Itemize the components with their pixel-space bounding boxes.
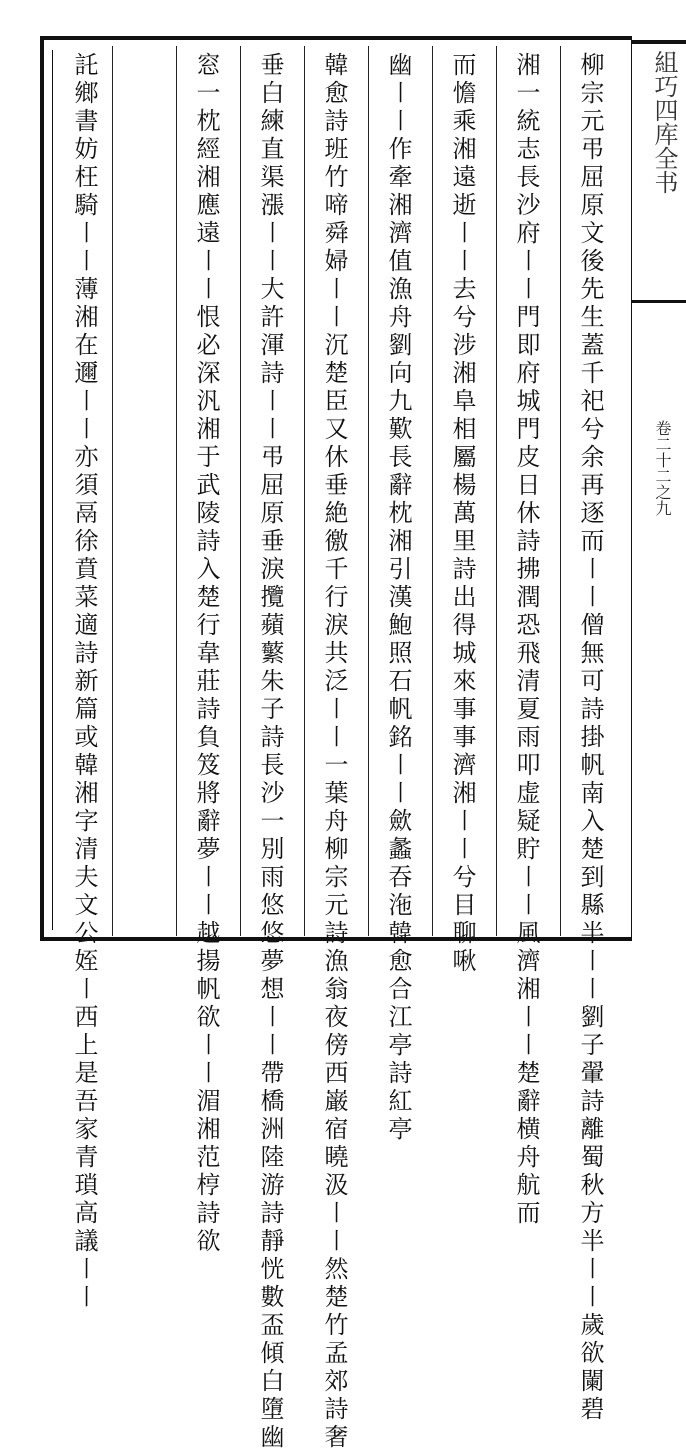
column-rule	[240, 46, 241, 936]
text-column-7: 窓一枕經湘應遠〡〡恨必深汎湘于武陵詩入楚行韋莊詩負笈將辭夢〡〡越揚帆欲〡〡湄湘范梈詩欲	[192, 52, 220, 1256]
column-rule	[560, 46, 561, 936]
text-column-1: 柳宗元弔屈原文後先生蓋千祀兮余再逐而〡〡僧無可詩掛帆南入楚到縣半〡〡劉子翬詩離蜀秋方半〡〡歲欲闌碧	[576, 52, 604, 1424]
text-column-5: 韓愈詩班竹啼舜婦〡〡沉楚臣又休垂絶徼千行淚共泛〡〡一葉舟柳宗元詩漁翁夜傍西巌宿曉汲〡〡然楚竹孟郊詩奢	[320, 52, 348, 1452]
column-rule	[176, 46, 177, 936]
text-column-3: 而憺乘湘遠逝〡〡去兮涉湘阜相屬楊萬里詩出得城來事事濟湘〡〡兮目聊啾	[448, 52, 476, 976]
column-rule	[368, 46, 369, 936]
folio-label: 卷二十二之九	[653, 420, 672, 516]
text-column-8: 託鄉書妨枉騎〡〡薄湘在邇〡〡亦須鬲徐賁菜適詩新篇或韓湘字清夫文公姪〡西上是吾家青瑣高議〡〡	[70, 52, 98, 1312]
column-rule	[304, 46, 305, 936]
column-rule	[496, 46, 497, 936]
margin-header: 組巧四库全书	[650, 50, 678, 194]
text-column-6: 垂白練直渠漲〡〡大許渾詩〡〡弔屈原垂淚攬蘋蘩朱子詩長沙一別雨悠悠夢想〡〡帶橋洲陸游詩靜恍數盃傾白墮幽	[256, 52, 284, 1452]
column-rule	[432, 46, 433, 936]
text-column-4: 幽〡〡作牽湘濟值漁舟劉向九歎長辭枕湘引漢鮑照石帆銘〡〡歛蠡吞沲韓愈合江亭詩紅亭	[384, 52, 412, 1144]
column-rule	[112, 46, 113, 936]
text-column-2: 湘一統志長沙府〡〡門即府城門皮日休詩拂潤恐飛清夏雨叩虚疑貯〡〡風濟湘〡〡楚辭横舟航而	[512, 52, 540, 1228]
inner-border-line	[52, 50, 53, 930]
margin-top-rule	[632, 40, 686, 44]
